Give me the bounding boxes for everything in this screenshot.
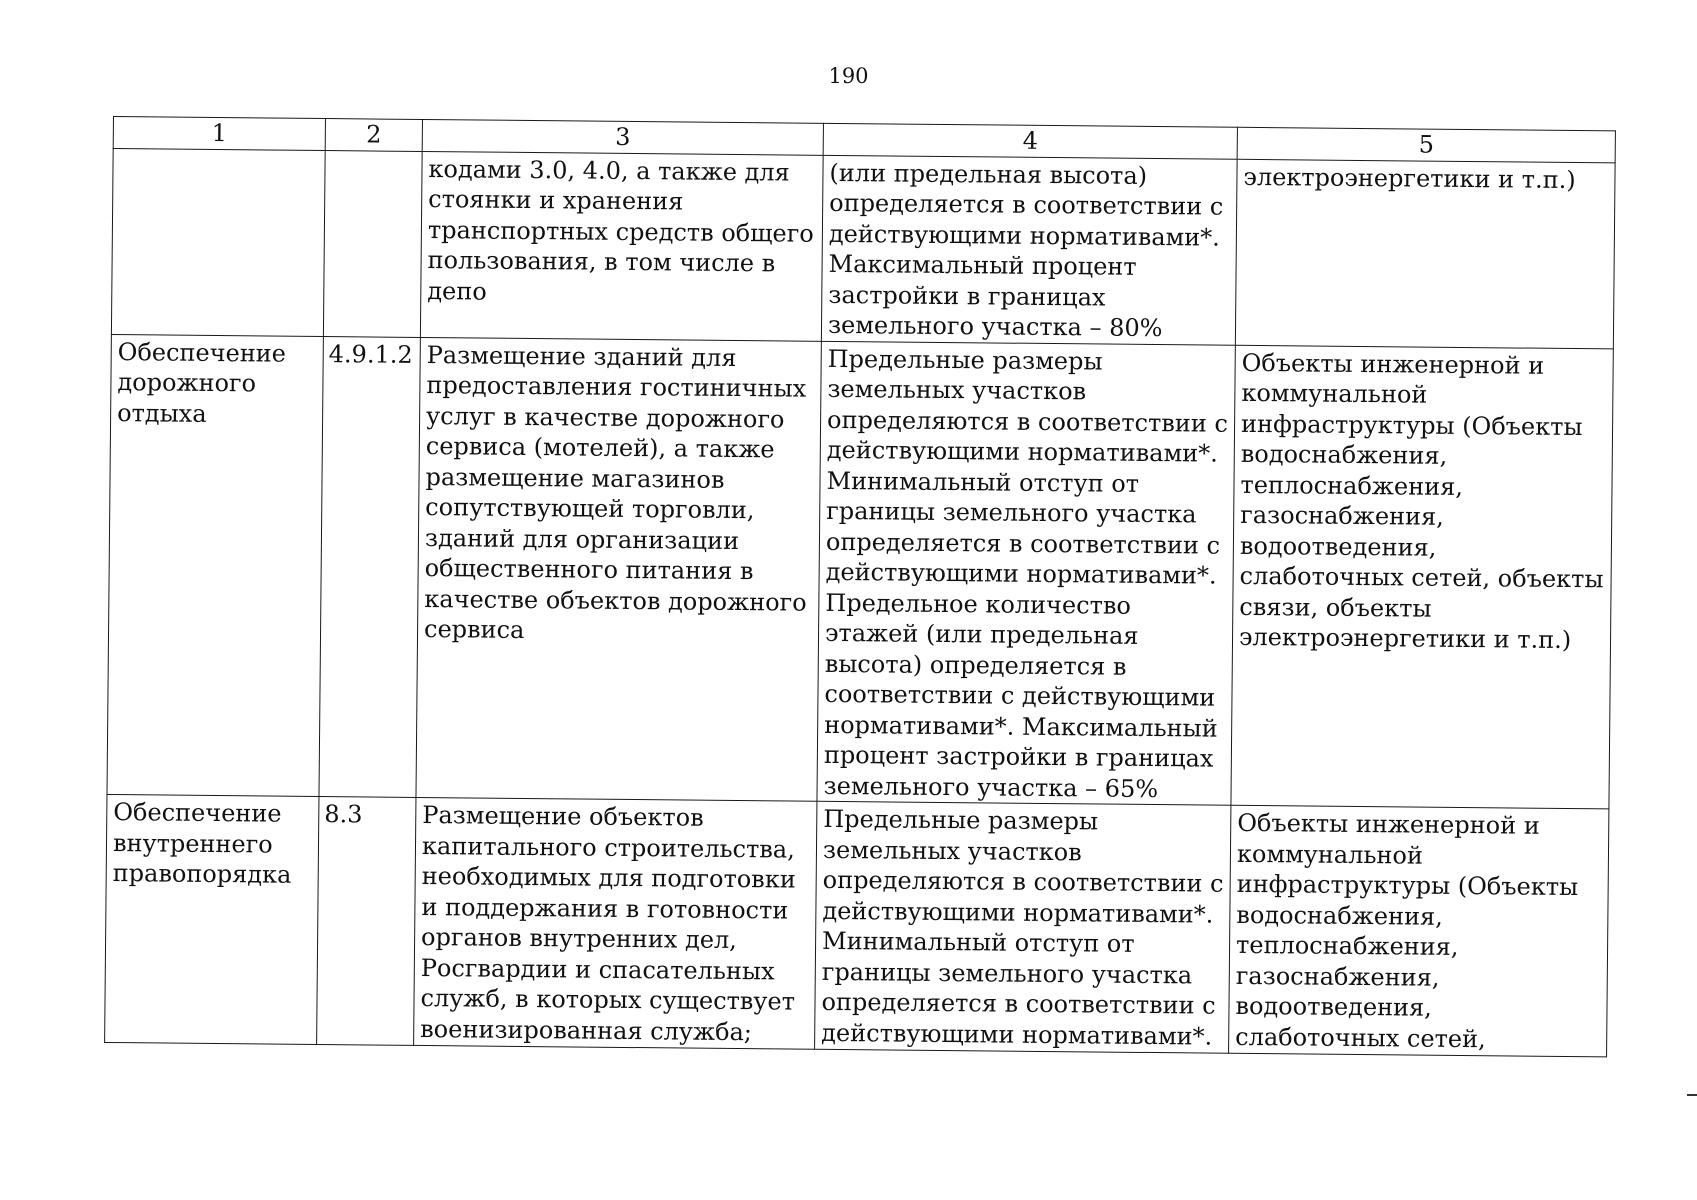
use-code-cell: 8.3	[317, 797, 416, 1046]
zoning-table-wrapper	[104, 116, 1616, 1057]
page-number: 190	[828, 64, 869, 88]
use-description-cell: кодами 3.0, 4.0, а также для стоянки и хранения транспортных средств общего пользования, в том числе в депо	[420, 151, 823, 341]
use-description-cell: Размещение зданий для предоставления гостиничных услуг в качестве дорожного сервиса (мотелей), а также размещение магазинов сопутствующей торговли, зданий для организации общественного питания в качестве объектов дорожного сервиса	[416, 337, 821, 801]
use-description-cell: Размещение объектов капитального строительства, необходимых для подготовки и поддержания в готовности органов внутренних дел, Росгвардии и спасательных служб, в которых существует военизированная служба;	[414, 797, 817, 1049]
header-cell-4: 4	[823, 123, 1237, 158]
header-cell-5: 5	[1237, 127, 1615, 162]
header-cell-3: 3	[422, 119, 823, 154]
use-name-cell: Обеспечение внутреннего правопорядка	[105, 794, 319, 1044]
use-name-cell: Обеспечение дорожного отдыха	[107, 334, 323, 797]
table-row	[111, 148, 1615, 348]
use-code-cell: 4.9.1.2	[319, 336, 420, 797]
margin-mark	[1687, 1094, 1697, 1096]
parameters-cell: Предельные размеры земельных участков определяются в соответствии с действующими нормативами*. Минимальный отступ от границы земельного участка определяется в соответствии с действующими нормативами*.	[815, 801, 1231, 1053]
header-cell-1: 1	[113, 117, 325, 151]
use-code-cell	[323, 150, 422, 337]
header-cell-2: 2	[325, 119, 422, 151]
parameters-cell: Предельные размеры земельных участков определяются в соответствии с действующими нормативами*. Минимальный отступ от границы земельного участка определяется в соответствии с действующими нормативами*. Предельное количество этажей (или предельная высота) определяется в соответствии с действующими нормативами*. Максимальный процент застройки в границах земельного участка – 65%	[817, 341, 1235, 805]
table-row	[105, 794, 1609, 1056]
auxiliary-uses-cell: Объекты инженерной и коммунальной инфраструктуры (Объекты водоснабжения, теплоснабжения, газоснабжения, водоотведения, слаботочных сетей,	[1229, 805, 1609, 1057]
table-row	[107, 334, 1613, 809]
auxiliary-uses-cell: электроэнергетики и т.п.)	[1235, 159, 1615, 349]
use-name-cell	[111, 148, 325, 336]
parameters-cell: (или предельная высота) определяется в соответствии с действующими нормативами*. Максимальный процент застройки в границах земельного участка – 80%	[821, 155, 1237, 345]
auxiliary-uses-cell: Объекты инженерной и коммунальной инфраструктуры (Объекты водоснабжения, теплоснабжения, газоснабжения, водоотведения, слаботочных сетей, объекты связи, объекты электроэнергетики и т.п.)	[1231, 345, 1613, 809]
zoning-table	[104, 116, 1616, 1057]
